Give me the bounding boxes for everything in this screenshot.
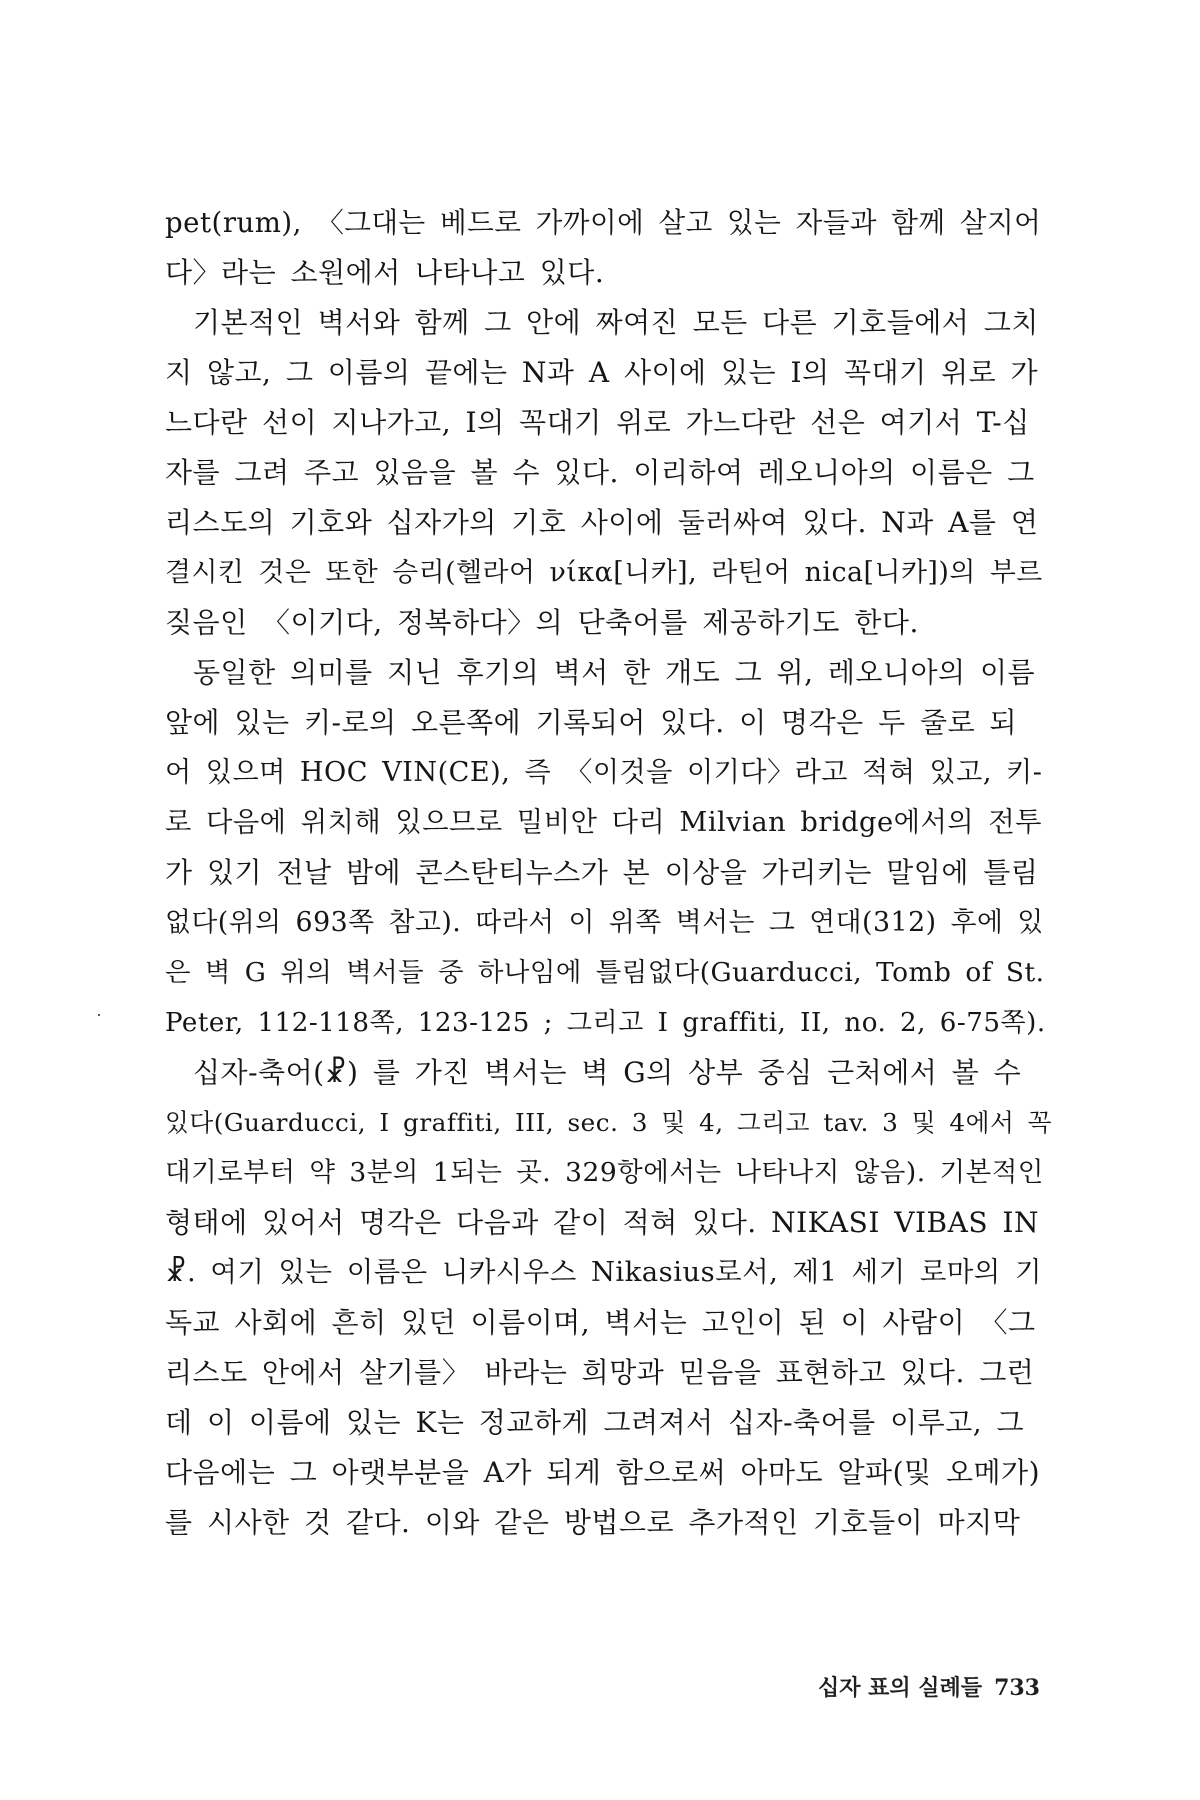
text-line: 어 있으며 HOC VIN(CE), 즉 〈이것을 이기다〉라고 적혀 있고, 키- xyxy=(165,757,1043,788)
text-line: 독교 사회에 흔히 있던 이름이며, 벽서는 고인이 된 이 사람이 〈그 xyxy=(165,1306,1036,1339)
text-line: 자를 그려 주고 있음을 볼 수 있다. 이리하여 레오니아의 이름은 그 xyxy=(165,456,1035,489)
page-number: 733 xyxy=(994,1675,1040,1701)
text-line: 결시킨 것은 또한 승리(헬라어 νίκα[니카], 라틴어 nica[니카])의 부르 xyxy=(165,557,1043,588)
text-line: 대기로부터 약 3분의 1되는 곳. 329항에서는 나타나지 않음). 기본적인 xyxy=(165,1157,1044,1188)
text-line: 지 않고, 그 이름의 끝에는 N과 A 사이에 있는 I의 꼭대기 위로 가 xyxy=(165,356,1039,389)
text-line: 은 벽 G 위의 벽서들 중 하나임에 틀림없다(Guarducci, Tomb of St. xyxy=(165,957,1045,988)
text-line: 기본적인 벽서와 함께 그 안에 짜여진 모든 다른 기호들에서 그치 xyxy=(193,306,1039,339)
text-line: 를 시사한 것 같다. 이와 같은 방법으로 추가적인 기호들이 마지막 xyxy=(165,1506,1021,1539)
text-line: 가 있기 전날 밤에 콘스탄티누스가 본 이상을 가리키는 말임에 틀림 xyxy=(165,856,1039,889)
text-line: 십자-축어(☧) 를 가진 벽서는 벽 G의 상부 중심 근처에서 볼 수 xyxy=(193,1056,1022,1089)
text-line: 데 이 이름에 있는 K는 정교하게 그려져서 십자-축어를 이루고, 그 xyxy=(165,1406,1025,1439)
text-line: ☧. 여기 있는 이름은 니카시우스 Nikasius로서, 제1 세기 로마의 기 xyxy=(165,1257,1042,1288)
scan-speck xyxy=(98,1014,100,1016)
text-line: 짖음인 〈이기다, 정복하다〉의 단축어를 제공하기도 한다. xyxy=(165,606,919,639)
text-line: 로 다음에 위치해 있으므로 밀비안 다리 Milvian bridge에서의 전투 xyxy=(165,807,1042,838)
running-footer xyxy=(780,1668,1040,1708)
text-line: 느다란 선이 지나가고, I의 꼭대기 위로 가느다란 선은 여기서 T-십 xyxy=(165,406,1030,439)
text-line: pet(rum), 〈그대는 베드로 가까이에 살고 있는 자들과 함께 살지어 xyxy=(165,206,1042,239)
text-line: 다음에는 그 아랫부분을 A가 되게 함으로써 아마도 알파(및 오메가) xyxy=(165,1456,1041,1489)
text-line: 형태에 있어서 명각은 다음과 같이 적혀 있다. NIKASI VIBAS IN xyxy=(165,1206,1039,1239)
body-text xyxy=(165,198,1053,1548)
text-line: 리스도 안에서 살기를〉 바라는 희망과 믿음을 표현하고 있다. 그런 xyxy=(165,1356,1035,1389)
text-line: 앞에 있는 키-로의 오른쪽에 기록되어 있다. 이 명각은 두 줄로 되 xyxy=(165,706,1018,739)
text-line: 동일한 의미를 지닌 후기의 벽서 한 개도 그 위, 레오니아의 이름 xyxy=(193,656,1036,689)
text-line: 리스도의 기호와 십자가의 기호 사이에 둘러싸여 있다. N과 A를 연 xyxy=(165,506,1039,539)
text-line: 다〉라는 소원에서 나타나고 있다. xyxy=(165,256,605,289)
text-line: 없다(위의 693쪽 참고). 따라서 이 위쪽 벽서는 그 연대(312) 후에 있 xyxy=(165,907,1044,938)
text-line: Peter, 112-118쪽, 123-125 ; 그리고 I graffiti, II, no. 2, 6-75쪽). xyxy=(165,1008,1046,1038)
text-line: 있다(Guarducci, I graffiti, III, sec. 3 및 4, 그리고 tav. 3 및 4에서 꼭 xyxy=(165,1108,1053,1137)
running-title: 십자 표의 실례들 xyxy=(817,1676,983,1701)
